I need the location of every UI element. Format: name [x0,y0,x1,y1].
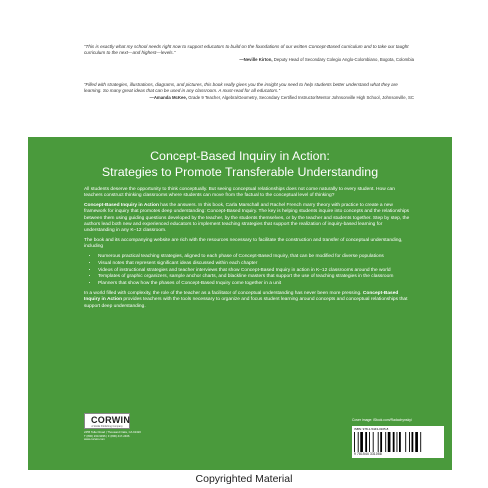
description-paragraph-1: All students deserve the opportunity to think conceptually. But seeing conceptual relationships does not come naturally to every student. How can teachers construct thinking classrooms where students can move from the factual to the conceptual level of thinking? [84,187,395,199]
paragraph-text: has the answers. In this book, Carla Marschall and Rachel French marry theory with practice to create a new framework for inquiry that promotes deep understanding: Concept-Based Inquiry. The key is helping students inquire into concepts and the relationships between them using guiding questions developed by the teacher, by the students themselves, or by the teacher and students together. Step by step, the authors lead both new and experienced educators to implement teaching strategies that support the realization of inquiry-based learning for understanding in any K–12 classroom. [84,203,410,233]
book-title-line-2: Strategies to Promote Transferable Understanding [101,165,379,179]
barcode-box [352,426,444,458]
publisher-address [84,431,164,442]
quote-affiliation: Grade 9 Teacher, Algebra/Geometry, Secondary Certified Instructor/Mentor Johnsonville High School, Johnsonville, SC [188,94,414,100]
cover-image-credit: Cover image: iStock.com/Radachynskyi [352,418,412,422]
endorsement-quote [84,44,414,63]
endorsement-quote [84,82,414,101]
address-line: T (800) 233-9936 | F (800) 417-2466 [84,433,130,438]
resource-list-item: • Numerous practical teaching strategies, aligned to each phase of Concept-Based Inquiry, that can be modified for diverse populations [98,254,414,260]
resource-list-item: • Visual notes that represent significant ideas discussed within each chapter [98,261,414,267]
resource-list-item: • Planners that show how the phases of Concept-Based Inquiry come together in a unit [98,281,414,287]
publisher-tagline: A SAGE Publishing Company [91,424,123,428]
endorsement-box [28,0,452,137]
resource-list-item: • Templates of graphic organizers, sample anchor charts, and blackline masters that support the use of teaching strategies in the classroom [98,274,414,280]
address-line: 2455 Teller Road | Thousand Oaks, CA 91320 [84,430,141,434]
description-paragraph-4 [84,291,414,309]
publisher-name: CORWIN [91,415,131,425]
quote-author: —Amanda McKee, [149,94,188,100]
copyright-notice: Copyrighted Material [195,473,293,485]
barcode-graphic [354,432,442,452]
paragraph-text: In a world filled with complexity, the role of the teacher as a facilitator of conceptual understanding has never been more pressing. [84,291,363,297]
book-name-bold: Concept-Based Inquiry in Action [84,203,159,209]
book-title-line-1: Concept-Based Inquiry in Action: [150,149,330,163]
quote-text: “Filled with strategies, illustrations, diagrams, and pictures, this book really gives you the insight you need to help students better understand what they are learning. So many great ideas that can be used in any classroom. A must-read for all educators.” [84,82,398,94]
book-title [28,148,452,180]
resource-list [84,254,414,287]
address-line: www.corwin.com [84,437,105,442]
quote-attribution [84,95,414,101]
publisher-logo [84,413,130,429]
book-name-bold: Concept-Based Inquiry in Action [84,291,399,303]
back-cover [28,0,452,470]
resource-list-item: • Videos of instructional strategies and teacher interviews that show Concept-Based Inquiry in action in K–12 classrooms around the world [98,268,414,274]
description [84,187,414,314]
quote-text: “This is exactly what my school needs right now to support educators to build on the foundations of our written Concept-Based curriculum and to take our taught curriculum to the next—and highest—levels.” [84,44,409,56]
paragraph-text: provides teachers with the tools necessary to organize and focus student learning around concepts and conceptual relationships that support deep understanding. [84,297,408,309]
barcode-digits: 9 781544 331058 [354,452,382,456]
quote-affiliation: Deputy Head of Secondary Colegio Anglo-Colombiano, Bogota, Colombia [273,56,414,62]
isbn-label: ISBN: 978-1-5443-3105-8 [354,427,389,431]
quote-author: —Neville Kirton, [239,56,273,62]
description-paragraph-2 [84,203,414,234]
quote-attribution [84,57,414,63]
description-paragraph-3: The book and its accompanying website are rich with the resources necessary to facilitate the construction and transfer of conceptual understanding, including [84,238,403,250]
